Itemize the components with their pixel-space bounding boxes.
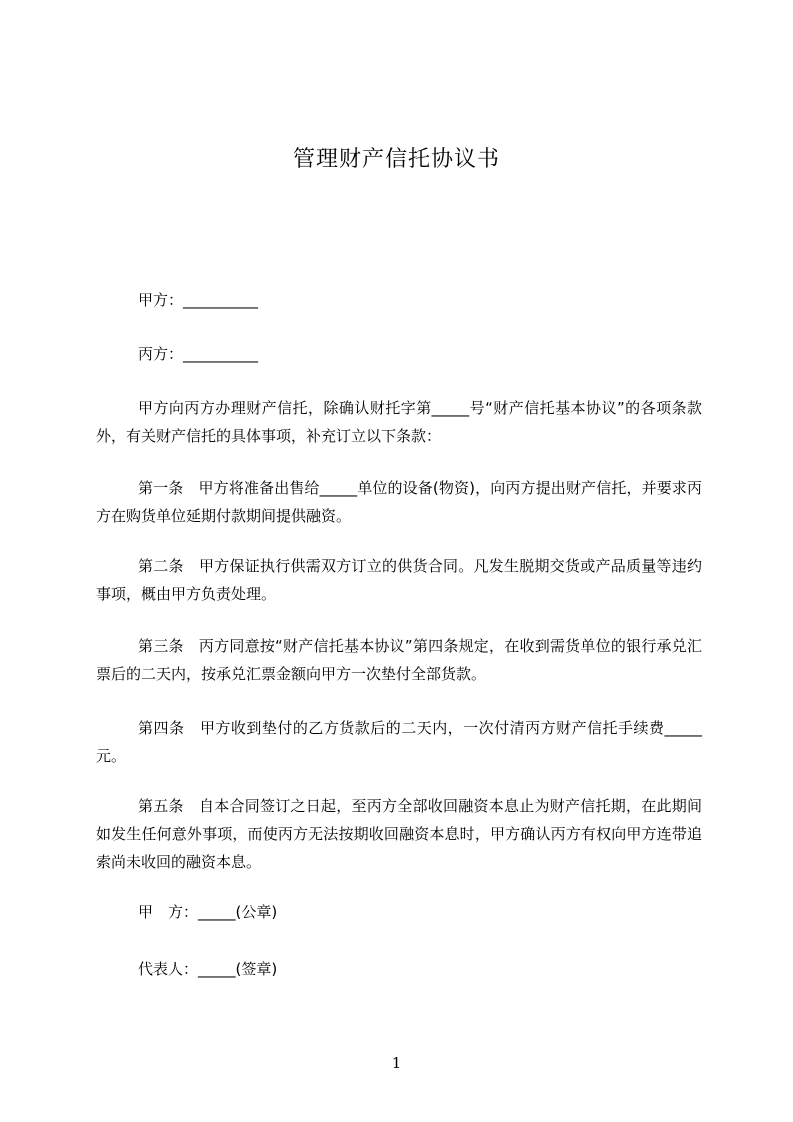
clause-4: 第四条 甲方收到垫付的乙方货款后的二天内，一次付清丙方财产信托手续费_____元。 [96, 719, 702, 765]
sign-party-a: 甲 方：_____(公章) [138, 903, 278, 921]
clause-1: 第一条 甲方将准备出售给_____单位的设备(物资)，向丙方提出财产信托，并要求丙方在购货单位延期付款期间提供融资。 [96, 479, 702, 525]
party-a-line: 甲方：__________ [138, 291, 259, 309]
document-title: 管理财产信托协议书 [292, 147, 500, 172]
sign-representative: 代表人：_____(签章) [138, 960, 278, 978]
party-c-line: 丙方：__________ [138, 345, 259, 363]
clause-3: 第三条 丙方同意按“财产信托基本协议”第四条规定，在收到需货单位的银行承兑汇票后的二天内，按承兑汇票金额向甲方一次垫付全部货款。 [96, 637, 702, 683]
intro-paragraph: 甲方向丙方办理财产信托，除确认财托字第_____号“财产信托基本协议”的各项条款外，有关财产信托的具体事项，补充订立以下条款： [96, 399, 702, 445]
clause-2: 第二条 甲方保证执行供需双方订立的供货合同。凡发生脱期交货或产品质量等违约事项，概由甲方负责处理。 [96, 557, 702, 603]
page-number: 1 [391, 1054, 402, 1072]
clause-5: 第五条 自本合同签订之日起，至丙方全部收回融资本息止为财产信托期，在此期间如发生任何意外事项，而使丙方无法按期收回融资本息时，甲方确认丙方有权向甲方连带追索尚未收回的融资本息。 [96, 797, 702, 871]
